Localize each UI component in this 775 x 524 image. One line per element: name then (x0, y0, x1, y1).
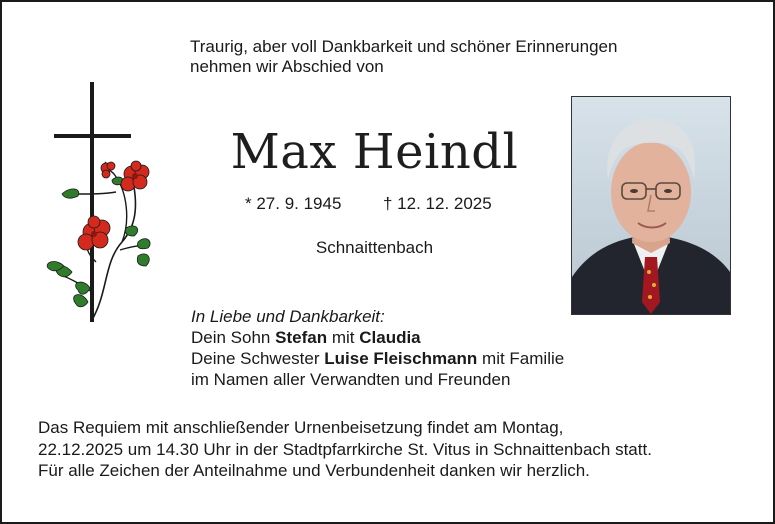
son-prefix: Dein Sohn (191, 328, 271, 347)
son-partner: Claudia (359, 328, 421, 347)
intro-line-1: Traurig, aber voll Dankbarkeit und schöner Erinnerungen (190, 37, 618, 56)
mourners-lead: In Liebe und Dankbarkeit: (191, 307, 385, 326)
intro-line-2: nehmen wir Abschied von (190, 57, 384, 76)
sister-name: Luise Fleischmann (324, 349, 478, 368)
sister-prefix: Deine Schwester (191, 349, 320, 368)
mourners-list (191, 306, 564, 390)
birth-date: * 27. 9. 1945 (245, 194, 342, 213)
son-connector: mit (331, 328, 355, 347)
death-date: † 12. 12. 2025 (383, 194, 492, 213)
service-line-3: Für alle Zeichen der Anteilnahme und Verbundenheit danken wir herzlich. (38, 461, 590, 480)
sister-suffix: mit Familie (482, 349, 565, 368)
portrait-photo (571, 96, 731, 315)
hometown: Schnaittenbach (315, 238, 434, 257)
service-line-1: Das Requiem mit anschließender Urnenbeisetzung findet am Montag, (38, 418, 564, 437)
portrait-image (572, 97, 730, 314)
service-line-2: 22.12.2025 um 14.30 Uhr in der Stadtpfarrkirche St. Vitus in Schnaittenbach statt. (38, 439, 652, 459)
mourner-sister (191, 348, 564, 369)
mourner-son (191, 327, 564, 348)
intro-text (190, 37, 617, 77)
cross-with-roses-icon (42, 82, 162, 327)
service-information (38, 417, 652, 482)
mourner-relatives: im Namen aller Verwandten und Freunden (191, 370, 511, 389)
son-name: Stefan (275, 328, 328, 347)
deceased-name: Max Heindl (230, 124, 519, 180)
